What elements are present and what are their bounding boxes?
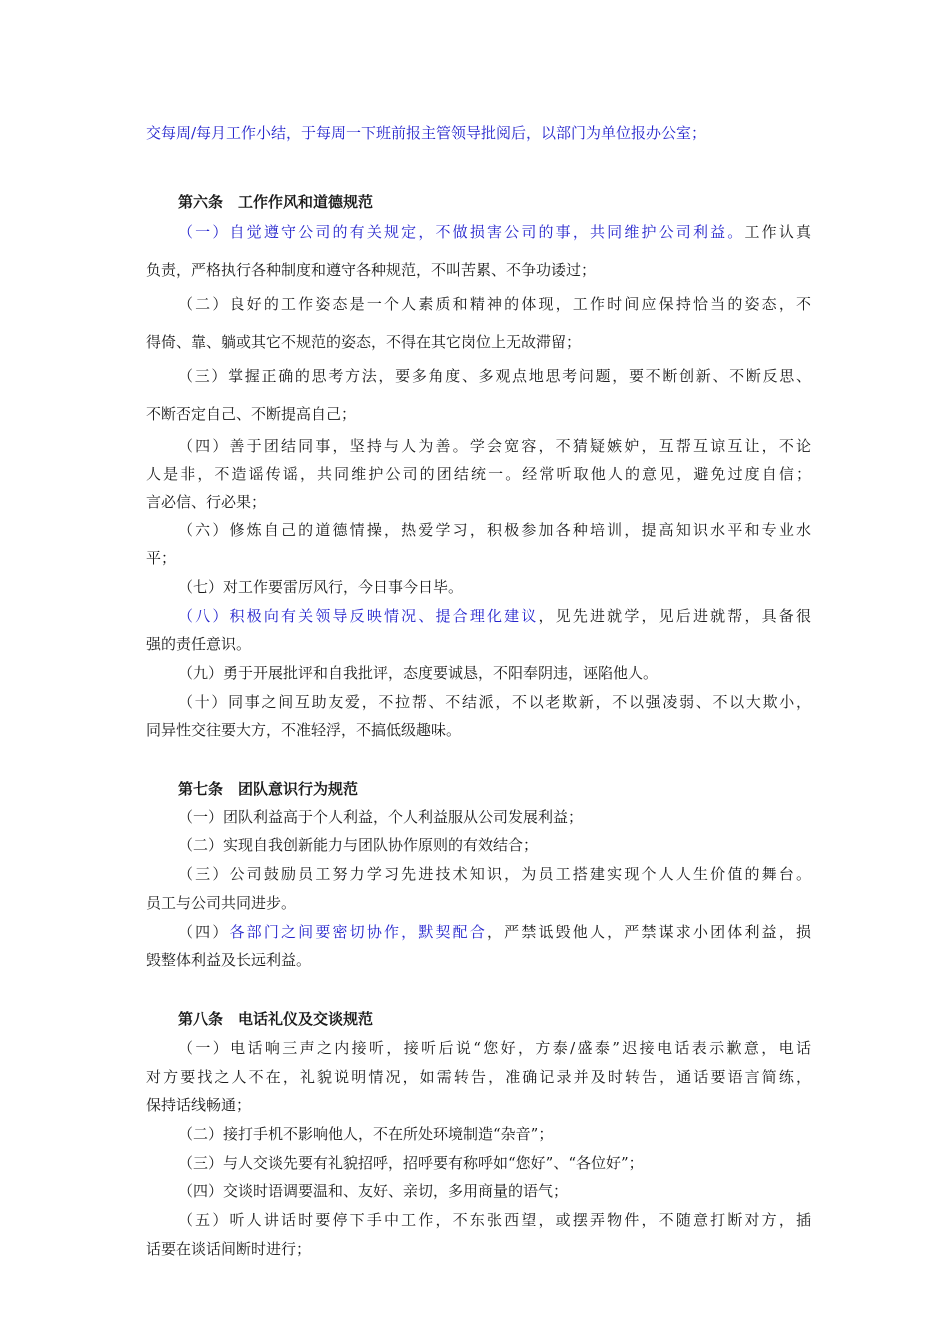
s6-item-4-line-1: （四）善于团结同事，坚持与人为善。学会宽容，不猜疑嫉妒，互帮互谅互让，不论 [178, 437, 811, 455]
s6-item-4-line-2: 人是非，不造谣传谣，共同维护公司的团结统一。经常听取他人的意见，避免过度自信； [146, 465, 811, 483]
s6-item-8-highlight: （八）积极向有关领导反映情况、提合理化建议 [178, 607, 539, 625]
section-6-title: 第六条 工作作风和道德规范 [178, 193, 374, 211]
s8-item-2-line-1: （二）接打手机不影响他人，不在所处环境制造“杂音”； [178, 1125, 554, 1143]
s7-item-3-line-2: 员工与公司共同进步。 [146, 894, 297, 912]
s8-item-4-line-1: （四）交谈时语调要温和、友好、亲切，多用商量的语气； [178, 1182, 569, 1200]
s6-item-6-line-1: （六）修炼自己的道德情操，热爱学习，积极参加各种培训，提高知识水平和专业水 [178, 521, 811, 539]
section-8-title: 第八条 电话礼仪及交谈规范 [178, 1010, 374, 1028]
s6-item-6-line-2: 平； [146, 549, 177, 567]
s6-item-4-line-3: 言必信、行必果； [146, 493, 267, 511]
s7-item-2-line-1: （二）实现自我创新能力与团队协作原则的有效结合； [178, 836, 539, 854]
s7-item-1-line-1: （一）团队利益高于个人利益，个人利益服从公司发展利益； [178, 808, 584, 826]
s7-item-3-line-1: （三）公司鼓励员工努力学习先进技术知识，为员工搭建实现个人人生价值的舞台。 [178, 865, 811, 883]
s6-item-8-rest: ，见先进就学，见后进就帮，具备很 [538, 607, 811, 625]
intro-line: 交每周/每月工作小结，于每周一下班前报主管领导批阅后，以部门为单位报办公室； [146, 124, 707, 142]
s6-item-3-line-1: （三）掌握正确的思考方法，要多角度、多观点地思考问题，要不断创新、不断反思、 [178, 367, 811, 385]
s6-item-7-line-1: （七）对工作要雷厉风行，今日事今日毕。 [178, 578, 464, 596]
s6-item-2-line-2: 得倚、靠、躺或其它不规范的姿态，不得在其它岗位上无故滞留； [146, 333, 582, 351]
s7-item-4-line-1 [178, 922, 811, 942]
s6-item-1-highlight: （一）自觉遵守公司的有关规定，不做损害公司的事，共同维护公司利益。 [178, 223, 745, 241]
s6-item-1-line-1 [178, 222, 811, 242]
s8-item-1-line-2: 对方要找之人不在，礼貌说明情况，如需转告，准确记录并及时转告，通话要语言简练， [146, 1068, 811, 1086]
s6-item-9-line-1: （九）勇于开展批评和自我批评，态度要诚恳，不阳奉阴违，诬陷他人。 [178, 664, 659, 682]
s6-item-3-line-2: 不断否定自己、不断提高自己； [146, 405, 357, 423]
s7-item-4-highlight: 各部门之间要密切协作，默契配合 [229, 923, 487, 941]
s7-item-4-line-2: 毁整体利益及长远利益。 [146, 951, 312, 969]
section-7-title: 第七条 团队意识行为规范 [178, 780, 359, 798]
s6-item-1-rest: 工作认真 [744, 223, 811, 241]
s6-item-10-line-2: 同异性交往要大方，不准轻浮，不搞低级趣味。 [146, 721, 462, 739]
s8-item-1-line-1: （一）电话响三声之内接听，接听后说“您好，方泰/盛泰”迟接电话表示歉意，电话 [178, 1039, 811, 1057]
s7-item-4-prefix: （四） [178, 923, 230, 941]
s6-item-8-line-1 [178, 606, 811, 626]
s8-item-3-line-1: （三）与人交谈先要有礼貌招呼，招呼要有称呼如“您好”、“各位好”； [178, 1154, 644, 1172]
s8-item-5-line-2: 话要在谈话间断时进行； [146, 1240, 312, 1258]
s8-item-1-line-3: 保持话线畅通； [146, 1096, 252, 1114]
s6-item-1-line-2: 负责，严格执行各种制度和遵守各种规范，不叫苦累、不争功诿过； [146, 261, 597, 279]
s8-item-5-line-1: （五）听人讲话时要停下手中工作，不东张西望，或摆弄物件，不随意打断对方，插 [178, 1211, 811, 1229]
s6-item-2-line-1: （二）良好的工作姿态是一个人素质和精神的体现，工作时间应保持恰当的姿态，不 [178, 295, 811, 313]
s7-item-4-rest: ，严禁诋毁他人，严禁谋求小团体利益，损 [486, 923, 811, 941]
s6-item-10-line-1: （十）同事之间互助友爱，不拉帮、不结派，不以老欺新，不以强凌弱、不以大欺小， [178, 693, 811, 711]
s6-item-8-line-2: 强的责任意识。 [146, 635, 252, 653]
